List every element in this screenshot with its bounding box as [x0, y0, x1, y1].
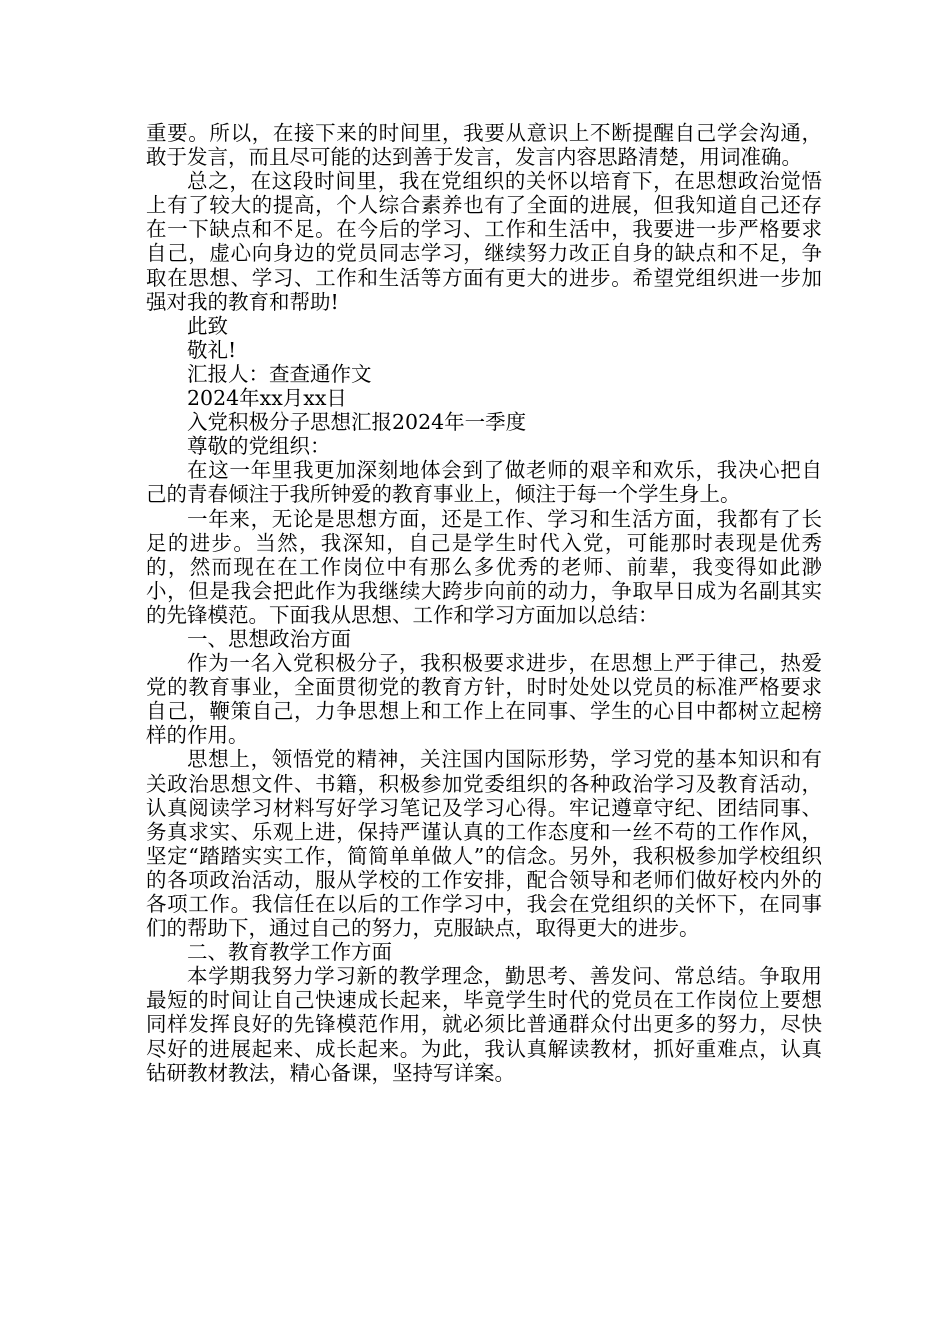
report-title: 入党积极分子思想汇报2024年一季度: [187, 410, 527, 435]
paragraph: 一年来，无论是思想方面，还是工作、学习和生活方面，我都有了长足的进步。当然，我深知，自己是学生时代入党，可能那时表现是优秀的，然而现在在工作岗位中有那么多优秀的老师、前辈，我变得如此渺小，但是我会把此作为我继续大跨步向前的动力，争取早日成为名副其实的先锋模范。下面我从思想、工作和学习方面加以总结：: [146, 506, 822, 627]
paragraph: 思想上，领悟党的精神，关注国内国际形势，学习党的基本知识和有关政治思想文件、书籍，积极参加党委组织的各种政治学习及教育活动，认真阅读学习材料写好学习笔记及学习心得。牢记遵章守纪、团结同事、务真求实、乐观上进，保持严谨认真的工作态度和一丝不苟的工作作风，坚定“踏踏实实工作，简简单单做人”的信念。另外，我积极参加学校组织的各项政治活动，服从学校的工作安排，配合领导和老师们做好校内外的各项工作。我信任在以后的工作学习中，我会在党组织的关怀下，在同事们的帮助下，通过自己的努力，克服缺点，取得更大的进步。: [146, 747, 822, 941]
paragraph: 作为一名入党积极分子，我积极要求进步，在思想上严于律己，热爱党的教育事业，全面贯彻党的教育方针，时时处处以党员的标准严格要求自己，鞭策自己，力争思想上和工作上在同事、学生的心目中都树立起榜样的作用。: [146, 651, 822, 748]
paragraph: 在这一年里我更加深刻地体会到了做老师的艰辛和欢乐，我决心把自己的青春倾注于我所钟爱的教育事业上，倾注于每一个学生身上。: [146, 458, 822, 507]
greeting-line: 尊敬的党组织：: [187, 434, 331, 459]
date-line: 2024年xx月xx日: [187, 386, 347, 411]
document-page: [146, 121, 822, 1085]
paragraph: 总之，在这段时间里，我在党组织的关怀以培育下，在思想政治觉悟上有了较大的提高，个人综合素养也有了全面的进展，但我知道自己还存在一下缺点和不足。在今后的学习、工作和生活中，我要进一步严格要求自己，虚心向身边的党员同志学习，继续努力改正自身的缺点和不足，争取在思想、学习、工作和生活等方面有更大的进步。希望党组织进一步加强对我的教育和帮助!: [146, 169, 822, 314]
section-heading: 一、思想政治方面: [187, 626, 351, 651]
closing-line: 此致: [187, 313, 228, 338]
paragraph: 重要。所以，在接下来的时间里，我要从意识上不断提醒自己学会沟通，敢于发言，而且尽可能的达到善于发言，发言内容思路清楚，用词准确。: [146, 121, 822, 170]
paragraph: 本学期我努力学习新的教学理念，勤思考、善发问、常总结。争取用最短的时间让自己快速成长起来，毕竟学生时代的党员在工作岗位上要想同样发挥良好的先锋模范作用，就必须比普通群众付出更多的努力，尽快尽好的进展起来、成长起来。为此，我认真解读教材，抓好重难点，认真钻研教材教法，精心备课，坚持写详案。: [146, 964, 822, 1085]
section-heading: 二、教育教学工作方面: [187, 940, 392, 965]
reporter-line: 汇报人：查查通作文: [187, 361, 372, 386]
salutation-line: 敬礼!: [187, 337, 237, 362]
